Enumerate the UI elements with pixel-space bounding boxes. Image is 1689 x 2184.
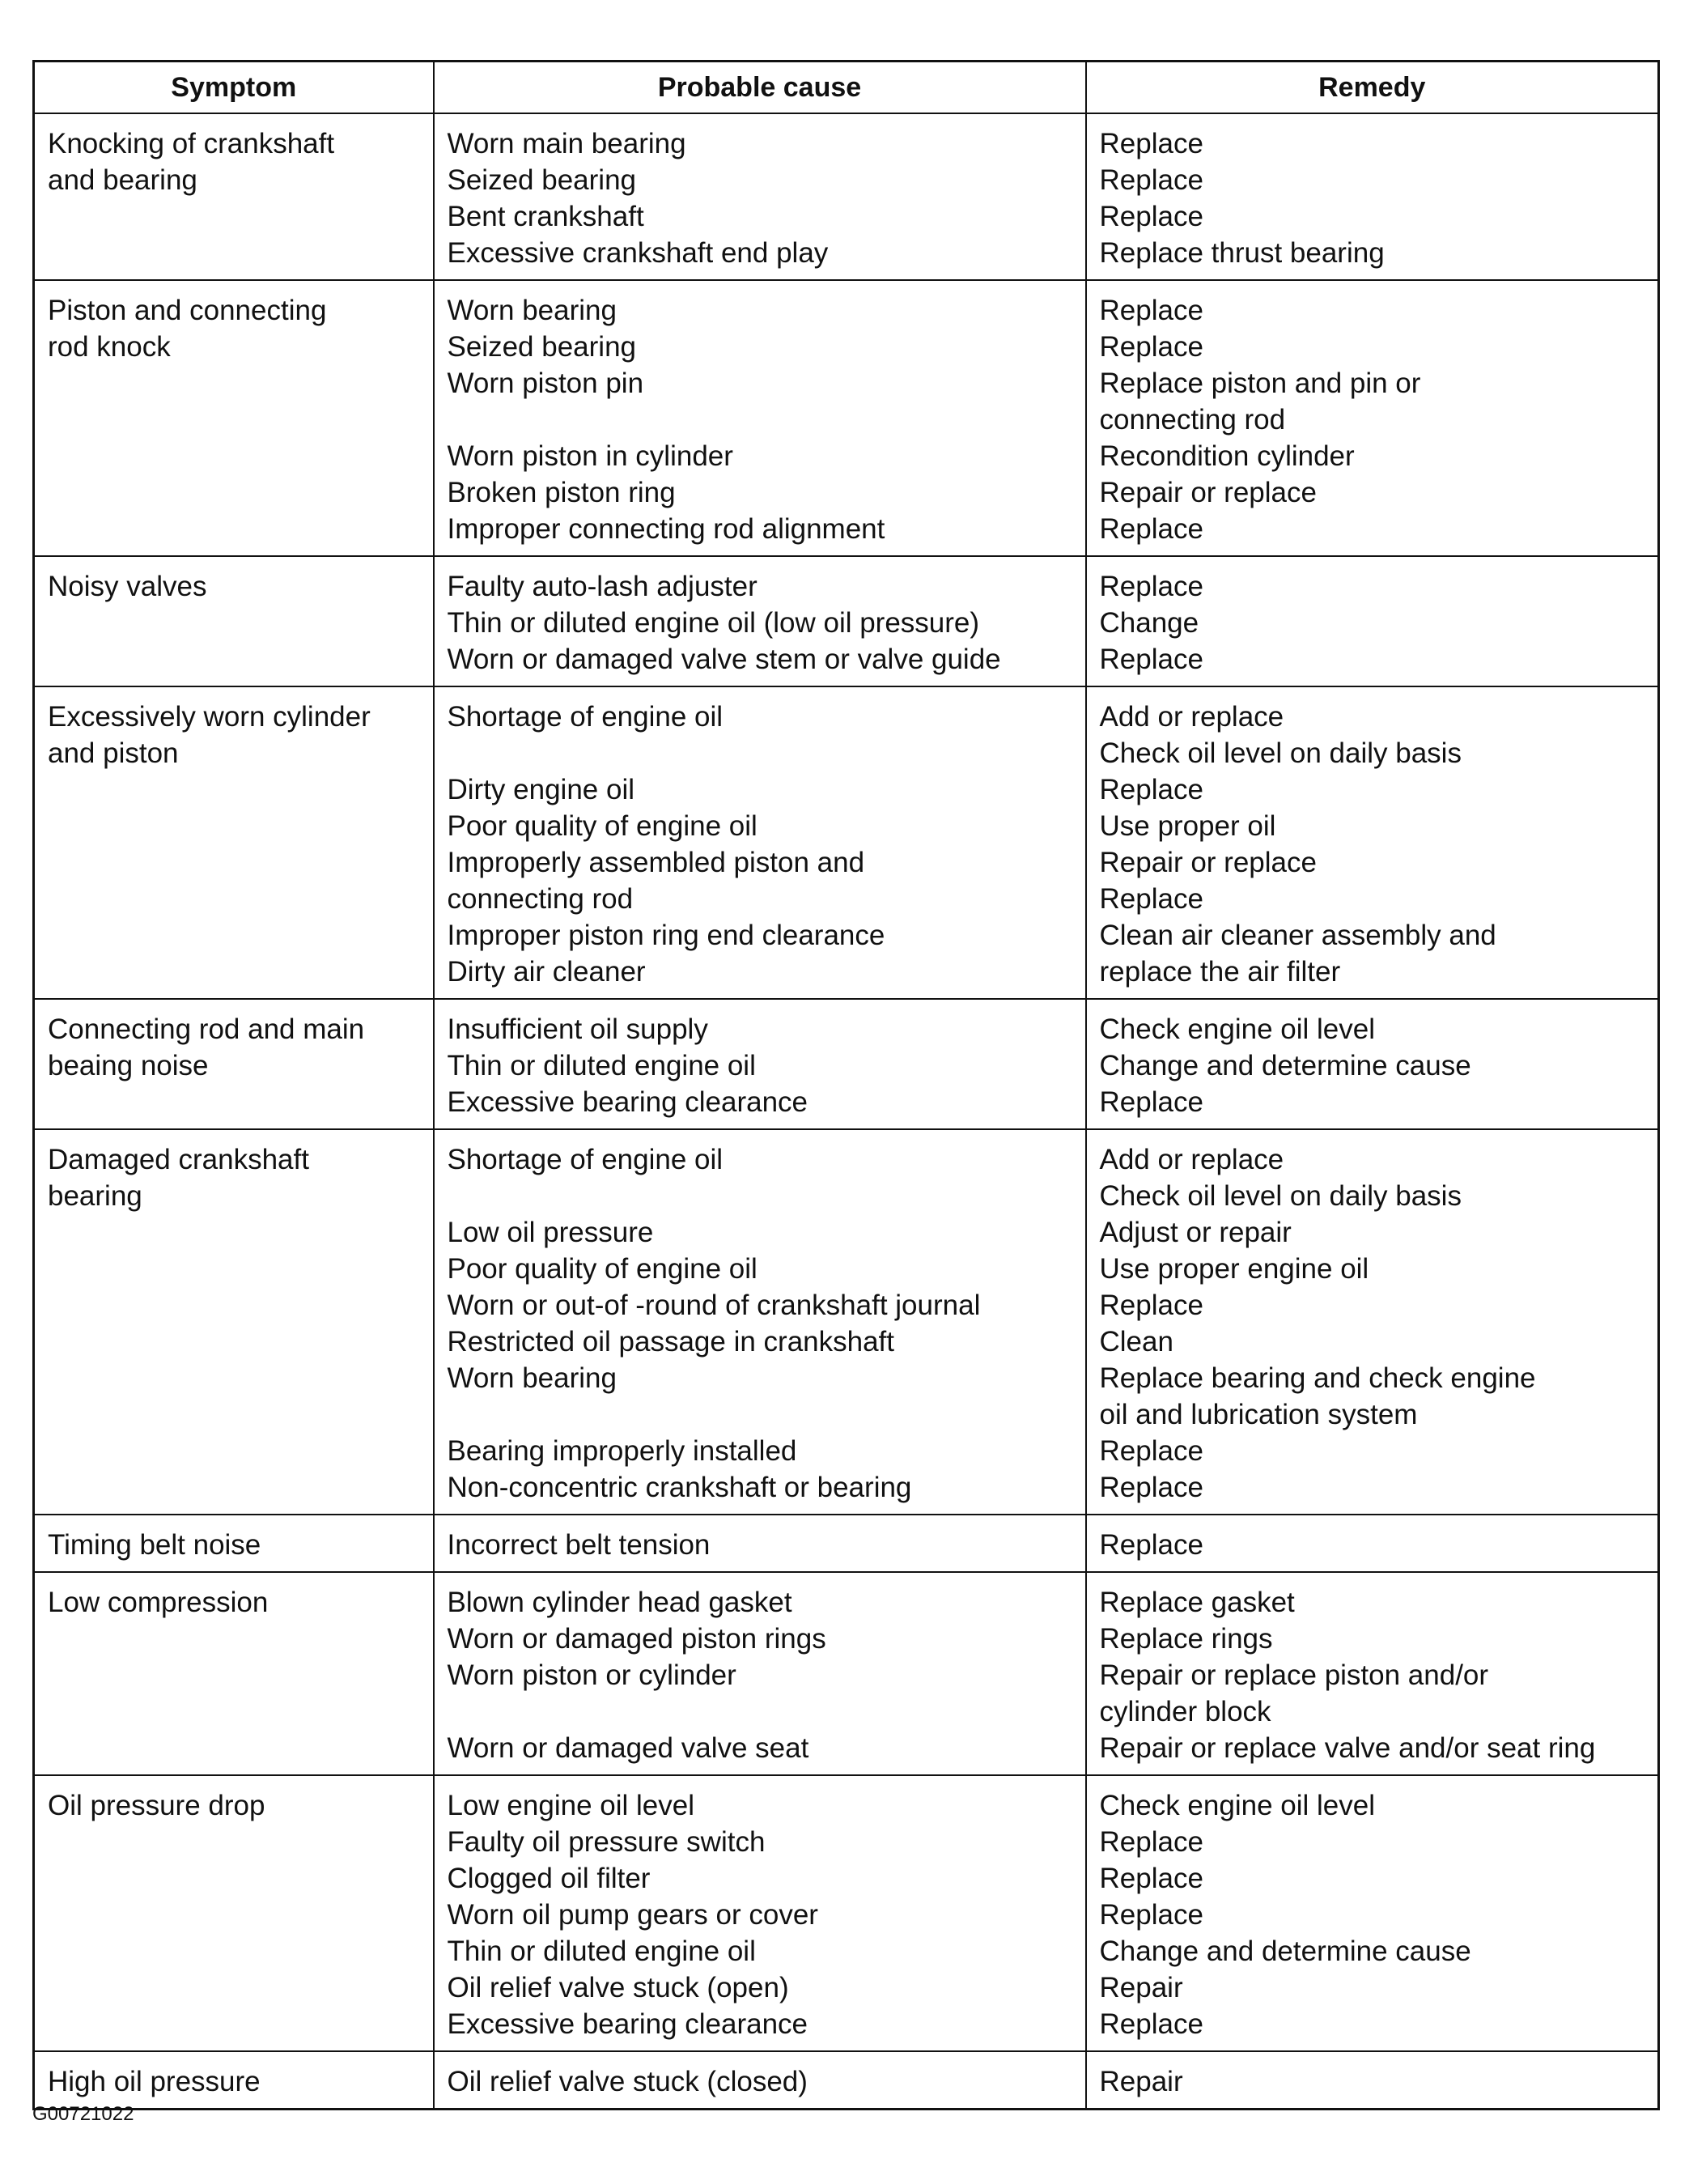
symptom-cell	[34, 113, 434, 280]
remedy-cell	[1086, 1775, 1659, 2051]
remedy-cell	[1086, 2051, 1659, 2110]
symptom-cell	[34, 999, 434, 1129]
cause-line	[448, 1178, 1074, 1214]
symptom-line: beaing noise	[48, 1050, 209, 1081]
symptom-line: and piston	[48, 737, 179, 769]
table-row	[34, 1515, 1659, 1572]
header-row	[34, 62, 1659, 114]
symptom-cell	[34, 2051, 434, 2110]
remedy-line: Replace	[1099, 1863, 1203, 1894]
cause-line: Seized bearing	[447, 164, 636, 196]
remedy-line: Replace	[1099, 2008, 1203, 2040]
cause-line: Seized bearing	[447, 331, 636, 363]
table-row	[34, 1775, 1659, 2051]
table-row	[34, 113, 1659, 280]
cause-line: Poor quality of engine oil	[447, 1253, 758, 1285]
remedy-line: Repair or replace valve and/or seat ring	[1099, 1732, 1596, 1764]
remedy-line: Replace	[1099, 1529, 1203, 1561]
header-symptom: Symptom	[34, 62, 434, 114]
symptom-line: rod knock	[48, 331, 171, 363]
cause-line: Worn or damaged piston rings	[447, 1623, 826, 1655]
remedy-line: Repair	[1099, 1972, 1183, 2003]
remedy-line: Replace	[1099, 1472, 1203, 1503]
remedy-line: Replace	[1099, 1435, 1203, 1467]
remedy-line: Add or replace	[1099, 701, 1284, 733]
cause-cell	[434, 2051, 1086, 2110]
remedy-cell	[1086, 1129, 1659, 1515]
troubleshooting-table	[32, 60, 1660, 2110]
remedy-line: Replace	[1099, 201, 1203, 232]
cause-cell	[434, 1775, 1086, 2051]
remedy-line: Repair or replace piston and/or	[1099, 1659, 1489, 1691]
cause-line: Excessive bearing clearance	[447, 2008, 808, 2040]
remedy-line: Replace piston and pin or	[1099, 368, 1421, 399]
cause-line: Clogged oil filter	[447, 1863, 651, 1894]
symptom-cell	[34, 280, 434, 556]
remedy-line: Clean	[1099, 1326, 1173, 1358]
remedy-line: Replace rings	[1099, 1623, 1273, 1655]
remedy-line: Replace	[1099, 571, 1203, 602]
symptom-line: Oil pressure drop	[48, 1790, 265, 1821]
remedy-cell	[1086, 556, 1659, 686]
cause-line: Thin or diluted engine oil (low oil pressure)	[447, 607, 980, 639]
cause-line: Bent crankshaft	[447, 201, 644, 232]
cause-line: Low oil pressure	[447, 1217, 654, 1248]
cause-cell	[434, 1515, 1086, 1572]
table-row	[34, 999, 1659, 1129]
remedy-line: Repair	[1099, 2066, 1183, 2097]
remedy-line: Use proper oil	[1099, 810, 1276, 842]
table-row	[34, 1572, 1659, 1775]
symptom-line: and bearing	[48, 164, 197, 196]
remedy-line: Check oil level on daily basis	[1099, 1180, 1462, 1212]
symptom-cell	[34, 1775, 434, 2051]
remedy-line: Replace	[1099, 295, 1203, 326]
header-probable-cause: Probable cause	[434, 62, 1086, 114]
remedy-cell	[1086, 280, 1659, 556]
cause-line: Blown cylinder head gasket	[447, 1587, 792, 1618]
remedy-line: Replace	[1099, 1899, 1203, 1931]
table-row	[34, 2051, 1659, 2110]
remedy-line: oil and lubrication system	[1099, 1399, 1418, 1430]
cause-line: Poor quality of engine oil	[447, 810, 758, 842]
cause-line: Non-concentric crankshaft or bearing	[447, 1472, 912, 1503]
remedy-line: Adjust or repair	[1099, 1217, 1292, 1248]
cause-line: Improper connecting rod alignment	[447, 513, 885, 545]
cause-line: Improperly assembled piston and	[447, 847, 865, 878]
symptom-line: Piston and connecting	[48, 295, 327, 326]
remedy-line: Check engine oil level	[1099, 1013, 1375, 1045]
remedy-cell	[1086, 686, 1659, 999]
remedy-line: Add or replace	[1099, 1144, 1284, 1175]
cause-cell	[434, 280, 1086, 556]
cause-line: Low engine oil level	[447, 1790, 694, 1821]
remedy-cell	[1086, 1515, 1659, 1572]
remedy-line: Change and determine cause	[1099, 1935, 1471, 1967]
symptom-cell	[34, 1515, 434, 1572]
remedy-line: Repair or replace	[1099, 847, 1317, 878]
remedy-line: Replace	[1099, 128, 1203, 159]
remedy-line: Check engine oil level	[1099, 1790, 1375, 1821]
remedy-line: Use proper engine oil	[1099, 1253, 1369, 1285]
symptom-line: Connecting rod and main	[48, 1013, 365, 1045]
cause-line: Worn bearing	[447, 1362, 617, 1394]
remedy-line: Change and determine cause	[1099, 1050, 1471, 1081]
cause-line: Improper piston ring end clearance	[447, 920, 885, 951]
symptom-cell	[34, 1572, 434, 1775]
remedy-line: Replace	[1099, 513, 1203, 545]
cause-line: Worn oil pump gears or cover	[447, 1899, 818, 1931]
cause-line: Faulty oil pressure switch	[447, 1826, 766, 1858]
remedy-line: Replace gasket	[1099, 1587, 1295, 1618]
remedy-line: cylinder block	[1099, 1696, 1271, 1727]
remedy-cell	[1086, 1572, 1659, 1775]
cause-line: Worn main bearing	[447, 128, 686, 159]
symptom-cell	[34, 686, 434, 999]
cause-line: Worn or out-of -round of crankshaft journal	[447, 1290, 981, 1321]
cause-cell	[434, 686, 1086, 999]
remedy-line: Replace	[1099, 644, 1203, 675]
cause-line: Broken piston ring	[447, 477, 676, 508]
remedy-line: Check oil level on daily basis	[1099, 737, 1462, 769]
symptom-line: Noisy valves	[48, 571, 207, 602]
cause-line: Excessive crankshaft end play	[447, 237, 829, 269]
remedy-line: Change	[1099, 607, 1199, 639]
remedy-line: Replace	[1099, 1826, 1203, 1858]
remedy-line: Replace	[1099, 331, 1203, 363]
remedy-cell	[1086, 999, 1659, 1129]
remedy-line: replace the air filter	[1099, 956, 1341, 988]
symptom-line: Low compression	[48, 1587, 269, 1618]
table-row	[34, 556, 1659, 686]
cause-line: Insufficient oil supply	[447, 1013, 708, 1045]
cause-cell	[434, 113, 1086, 280]
cause-line	[448, 1396, 1074, 1433]
table-body	[34, 113, 1659, 2110]
symptom-line: Knocking of crankshaft	[48, 128, 335, 159]
symptom-cell	[34, 556, 434, 686]
symptom-line: Damaged crankshaft	[48, 1144, 309, 1175]
symptom-cell	[34, 1129, 434, 1515]
cause-line: Thin or diluted engine oil	[447, 1050, 756, 1081]
table-row	[34, 1129, 1659, 1515]
remedy-line: Recondition cylinder	[1099, 440, 1355, 472]
cause-line: Dirty engine oil	[447, 774, 634, 805]
remedy-line: Clean air cleaner assembly and	[1099, 920, 1496, 951]
cause-line: Thin or diluted engine oil	[447, 1935, 756, 1967]
remedy-line: Replace	[1099, 1290, 1203, 1321]
cause-line: Incorrect belt tension	[447, 1529, 711, 1561]
cause-line: Dirty air cleaner	[447, 956, 646, 988]
cause-line: Restricted oil passage in crankshaft	[447, 1326, 894, 1358]
cause-cell	[434, 1129, 1086, 1515]
cause-line: Shortage of engine oil	[447, 1144, 724, 1175]
remedy-line: Replace	[1099, 774, 1203, 805]
remedy-line: Replace	[1099, 164, 1203, 196]
cause-cell	[434, 1572, 1086, 1775]
cause-line: Bearing improperly installed	[447, 1435, 797, 1467]
header-remedy: Remedy	[1086, 62, 1659, 114]
cause-line	[448, 735, 1074, 771]
remedy-line: Replace thrust bearing	[1099, 237, 1385, 269]
table-row	[34, 280, 1659, 556]
cause-line: Shortage of engine oil	[447, 701, 724, 733]
symptom-line: High oil pressure	[48, 2066, 261, 2097]
cause-line: Worn piston in cylinder	[447, 440, 733, 472]
troubleshooting-sheet	[32, 60, 1657, 2110]
cause-line: Excessive bearing clearance	[447, 1086, 808, 1118]
cause-line: Worn or damaged valve stem or valve guide	[447, 644, 1001, 675]
remedy-line: Replace	[1099, 883, 1203, 915]
remedy-cell	[1086, 113, 1659, 280]
remedy-line: connecting rod	[1099, 404, 1286, 436]
table-row	[34, 686, 1659, 999]
cause-line: Faulty auto-lash adjuster	[447, 571, 758, 602]
symptom-line: Excessively worn cylinder	[48, 701, 371, 733]
cause-line: Worn or damaged valve seat	[447, 1732, 809, 1764]
cause-line	[448, 402, 1074, 438]
remedy-line: Replace bearing and check engine	[1099, 1362, 1536, 1394]
cause-line: Oil relief valve stuck (open)	[447, 1972, 789, 2003]
cause-line: Oil relief valve stuck (closed)	[447, 2066, 808, 2097]
cause-line: Worn piston pin	[447, 368, 644, 399]
cause-line: connecting rod	[447, 883, 634, 915]
cause-line: Worn bearing	[447, 295, 617, 326]
remedy-line: Repair or replace	[1099, 477, 1317, 508]
symptom-line: bearing	[48, 1180, 142, 1212]
cause-line: Worn piston or cylinder	[447, 1659, 736, 1691]
cause-cell	[434, 556, 1086, 686]
cause-line	[448, 1693, 1074, 1730]
cause-cell	[434, 999, 1086, 1129]
figure-code: G00721022	[32, 2103, 134, 2125]
remedy-line: Replace	[1099, 1086, 1203, 1118]
symptom-line: Timing belt noise	[48, 1529, 261, 1561]
